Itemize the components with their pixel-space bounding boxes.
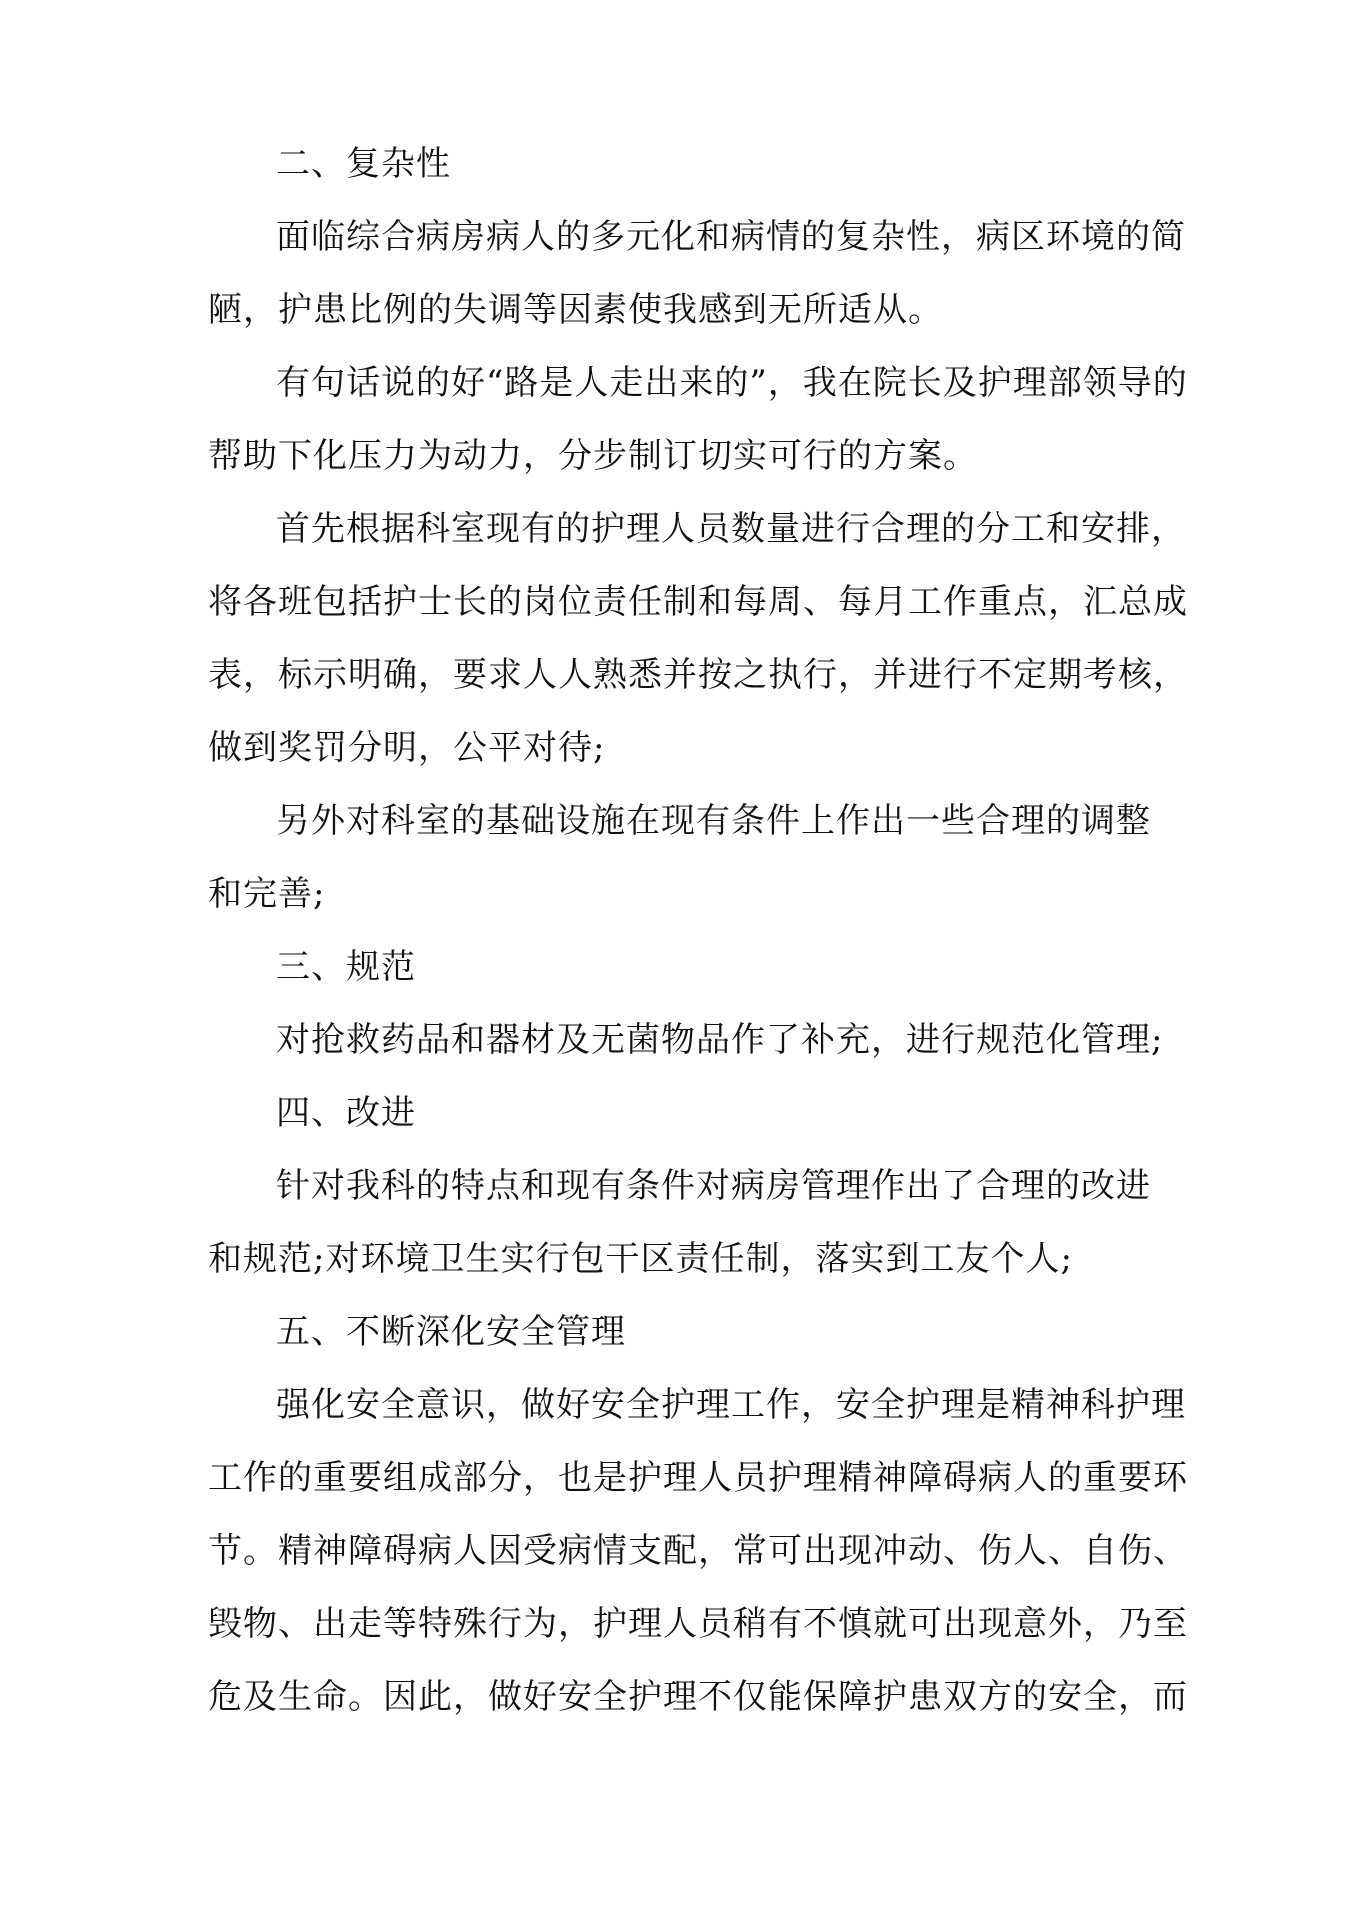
text-line: 表，标示明确，要求人人熟悉并按之执行，并进行不定期考核， xyxy=(208,655,1188,695)
text-line: 帮助下化压力为动力，分步制订切实可行的方案。 xyxy=(208,436,978,476)
text-line: 四、改进 xyxy=(276,1093,416,1133)
paragraph-supplies xyxy=(208,1004,1168,1077)
text-line: 另外对科室的基础设施在现有条件上作出一些合理的调整 xyxy=(276,801,1151,841)
document-body xyxy=(208,128,1188,1734)
paragraph-ward-management xyxy=(208,1150,1168,1296)
text-line: 工作的重要组成部分，也是护理人员护理精神障碍病人的重要环 xyxy=(208,1458,1188,1498)
heading-improvement xyxy=(208,1077,1168,1150)
text-line: 有句话说的好“路是人走出来的”，我在院长及护理部领导的 xyxy=(276,363,1188,403)
paragraph-facilities xyxy=(208,785,1168,931)
text-line: 危及生命。因此，做好安全护理不仅能保障护患双方的安全，而 xyxy=(208,1677,1188,1717)
text-line: 节。精神障碍病人因受病情支配，常可出现冲动、伤人、自伤、 xyxy=(208,1531,1188,1571)
paragraph-saying xyxy=(208,347,1188,493)
text-line: 针对我科的特点和现有条件对病房管理作出了合理的改进 xyxy=(276,1166,1151,1206)
text-line: 和完善; xyxy=(208,874,326,914)
text-line: 做到奖罚分明，公平对待; xyxy=(208,728,606,768)
heading-safety-management xyxy=(208,1296,1168,1369)
text-line: 将各班包括护士长的岗位责任制和每周、每月工作重点，汇总成 xyxy=(208,582,1188,622)
text-line: 陋，护患比例的失调等因素使我感到无所适从。 xyxy=(208,290,943,330)
paragraph-safety-awareness xyxy=(208,1369,1188,1734)
text-line: 二、复杂性 xyxy=(276,144,451,184)
text-line: 强化安全意识，做好安全护理工作，安全护理是精神科护理 xyxy=(276,1385,1186,1425)
text-line: 三、规范 xyxy=(276,947,416,987)
text-line: 五、不断深化安全管理 xyxy=(276,1312,626,1352)
text-line: 和规范;对环境卫生实行包干区责任制，落实到工友个人; xyxy=(208,1239,1073,1279)
heading-complexity xyxy=(208,128,1168,201)
text-line: 首先根据科室现有的护理人员数量进行合理的分工和安排， xyxy=(276,509,1186,549)
text-line: 面临综合病房病人的多元化和病情的复杂性，病区环境的简 xyxy=(276,217,1186,257)
paragraph-complexity xyxy=(208,201,1186,347)
text-line: 毁物、出走等特殊行为，护理人员稍有不慎就可出现意外，乃至 xyxy=(208,1604,1188,1644)
heading-standardization xyxy=(208,931,1168,1004)
text-line: 对抢救药品和器材及无菌物品作了补充，进行规范化管理; xyxy=(276,1020,1164,1060)
paragraph-staffing xyxy=(208,493,1188,785)
